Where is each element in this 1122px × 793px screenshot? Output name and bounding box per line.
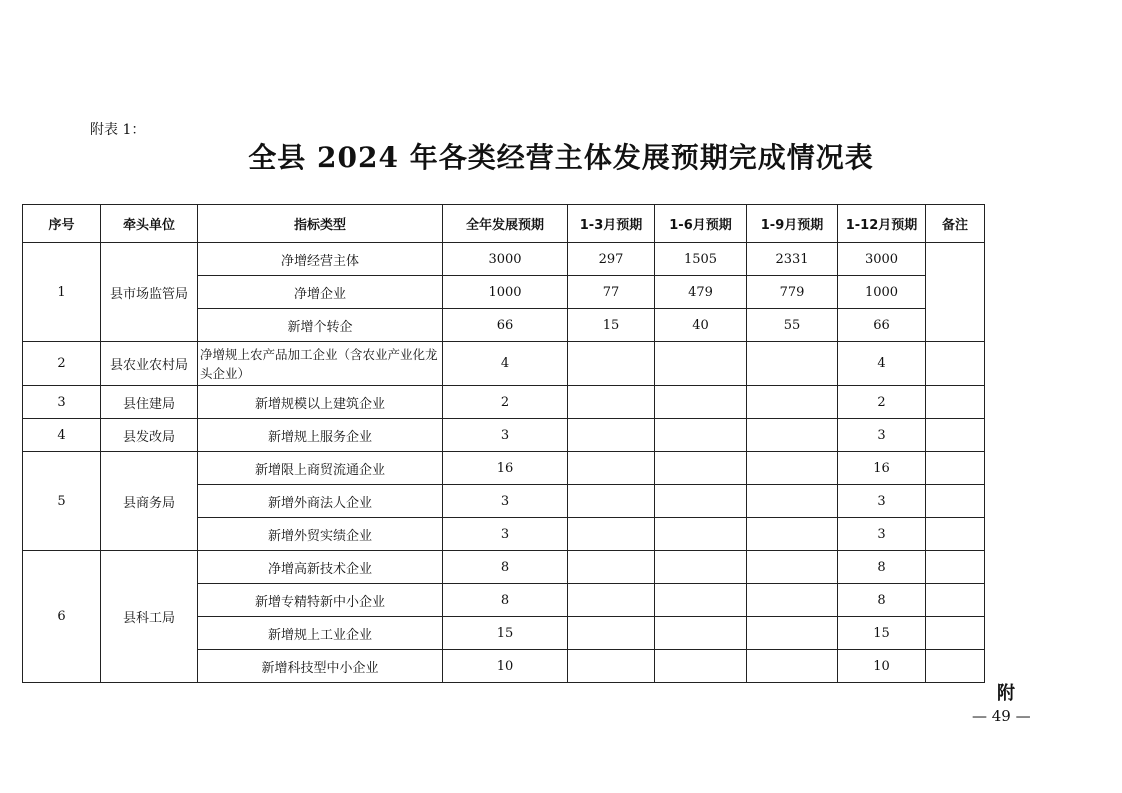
cell-remarks	[926, 485, 985, 518]
cell-q3: 779	[747, 276, 838, 309]
cell-q2	[655, 452, 747, 485]
cell-type: 新增专精特新中小企业	[198, 584, 443, 617]
cell-remarks	[926, 452, 985, 485]
cell-unit: 县市场监管局	[101, 243, 198, 342]
cell-annual: 10	[443, 650, 568, 683]
cell-q3	[747, 452, 838, 485]
cell-q2	[655, 342, 747, 386]
cell-no: 2	[23, 342, 101, 386]
cell-q3: 55	[747, 309, 838, 342]
cell-q2	[655, 386, 747, 419]
cell-q2: 479	[655, 276, 747, 309]
cell-no: 4	[23, 419, 101, 452]
cell-q1: 77	[568, 276, 655, 309]
cell-q4: 10	[838, 650, 926, 683]
cell-q3	[747, 518, 838, 551]
cell-type: 新增外贸实绩企业	[198, 518, 443, 551]
cell-q2	[655, 650, 747, 683]
header-q1: 1-3月预期	[568, 205, 655, 243]
cell-q3	[747, 419, 838, 452]
header-no: 序号	[23, 205, 101, 243]
annex-label: 附表 1：	[90, 122, 146, 138]
cell-q4: 3000	[838, 243, 926, 276]
header-annual: 全年发展预期	[443, 205, 568, 243]
cell-annual: 3	[443, 485, 568, 518]
cell-q4: 15	[838, 617, 926, 650]
header-type: 指标类型	[198, 205, 443, 243]
cell-type: 新增规模以上建筑企业	[198, 386, 443, 419]
cell-q4: 8	[838, 551, 926, 584]
cell-remarks	[926, 650, 985, 683]
page-number: — 49 —	[972, 707, 1031, 725]
cell-remarks	[926, 342, 985, 386]
cell-annual: 15	[443, 617, 568, 650]
cell-q3	[747, 617, 838, 650]
cell-q4: 3	[838, 518, 926, 551]
cell-q2	[655, 518, 747, 551]
header-remarks: 备注	[926, 205, 985, 243]
table-row	[23, 342, 985, 386]
cell-type: 净增企业	[198, 276, 443, 309]
cell-annual: 1000	[443, 276, 568, 309]
cell-annual: 3	[443, 419, 568, 452]
header-unit: 牵头单位	[101, 205, 198, 243]
cell-annual: 3000	[443, 243, 568, 276]
cell-q1	[568, 485, 655, 518]
cell-remarks	[926, 518, 985, 551]
table-row	[23, 551, 985, 584]
cell-type: 新增规上服务企业	[198, 419, 443, 452]
cell-annual: 66	[443, 309, 568, 342]
cell-q2: 40	[655, 309, 747, 342]
cell-annual: 8	[443, 584, 568, 617]
cell-q3	[747, 485, 838, 518]
cell-type: 新增规上工业企业	[198, 617, 443, 650]
cell-q4: 16	[838, 452, 926, 485]
cell-q4: 3	[838, 485, 926, 518]
cell-q3	[747, 386, 838, 419]
cell-q4: 8	[838, 584, 926, 617]
cell-no: 1	[23, 243, 101, 342]
cell-q1	[568, 342, 655, 386]
cell-unit: 县住建局	[101, 386, 198, 419]
cell-q1	[568, 419, 655, 452]
cell-q2: 1505	[655, 243, 747, 276]
cell-type: 新增限上商贸流通企业	[198, 452, 443, 485]
cell-annual: 2	[443, 386, 568, 419]
table-header-row	[23, 205, 985, 243]
cell-q1	[568, 518, 655, 551]
cell-q1: 297	[568, 243, 655, 276]
cell-q3	[747, 584, 838, 617]
cell-remarks	[926, 386, 985, 419]
cell-type: 新增外商法人企业	[198, 485, 443, 518]
cell-q1	[568, 617, 655, 650]
header-q4: 1-12月预期	[838, 205, 926, 243]
cell-type: 新增科技型中小企业	[198, 650, 443, 683]
page-title: 全县 2024 年各类经营主体发展预期完成情况表	[248, 141, 874, 174]
cell-q2	[655, 419, 747, 452]
forecast-table	[22, 204, 985, 683]
cell-type: 净增高新技术企业	[198, 551, 443, 584]
header-q2: 1-6月预期	[655, 205, 747, 243]
cell-q4: 66	[838, 309, 926, 342]
cell-no: 5	[23, 452, 101, 551]
cell-q4: 1000	[838, 276, 926, 309]
cell-q1	[568, 650, 655, 683]
cell-q3	[747, 551, 838, 584]
cell-q1	[568, 386, 655, 419]
cell-unit: 县农业农村局	[101, 342, 198, 386]
header-q3: 1-9月预期	[747, 205, 838, 243]
cell-q1	[568, 584, 655, 617]
cell-q3	[747, 342, 838, 386]
cell-no: 6	[23, 551, 101, 683]
cell-q1	[568, 551, 655, 584]
cell-q4: 2	[838, 386, 926, 419]
cell-remarks	[926, 617, 985, 650]
cell-type: 净增经营主体	[198, 243, 443, 276]
cell-q1: 15	[568, 309, 655, 342]
cell-remarks	[926, 551, 985, 584]
cell-q3: 2331	[747, 243, 838, 276]
cell-remarks	[926, 419, 985, 452]
table-row	[23, 452, 985, 485]
cell-remarks	[926, 584, 985, 617]
cell-q2	[655, 584, 747, 617]
cell-type: 新增个转企	[198, 309, 443, 342]
table-row	[23, 243, 985, 276]
cell-annual: 4	[443, 342, 568, 386]
footer-mark: 附	[997, 683, 1015, 704]
cell-q1	[568, 452, 655, 485]
cell-q2	[655, 551, 747, 584]
cell-annual: 3	[443, 518, 568, 551]
table-row	[23, 419, 985, 452]
cell-q2	[655, 485, 747, 518]
cell-unit: 县发改局	[101, 419, 198, 452]
cell-unit: 县商务局	[101, 452, 198, 551]
cell-annual: 16	[443, 452, 568, 485]
cell-unit: 县科工局	[101, 551, 198, 683]
cell-q3	[747, 650, 838, 683]
cell-no: 3	[23, 386, 101, 419]
cell-q2	[655, 617, 747, 650]
cell-type: 净增规上农产品加工企业（含农业产业化龙头企业）	[198, 342, 443, 386]
table-row	[23, 386, 985, 419]
cell-remarks	[926, 243, 985, 342]
cell-annual: 8	[443, 551, 568, 584]
cell-q4: 4	[838, 342, 926, 386]
cell-q4: 3	[838, 419, 926, 452]
